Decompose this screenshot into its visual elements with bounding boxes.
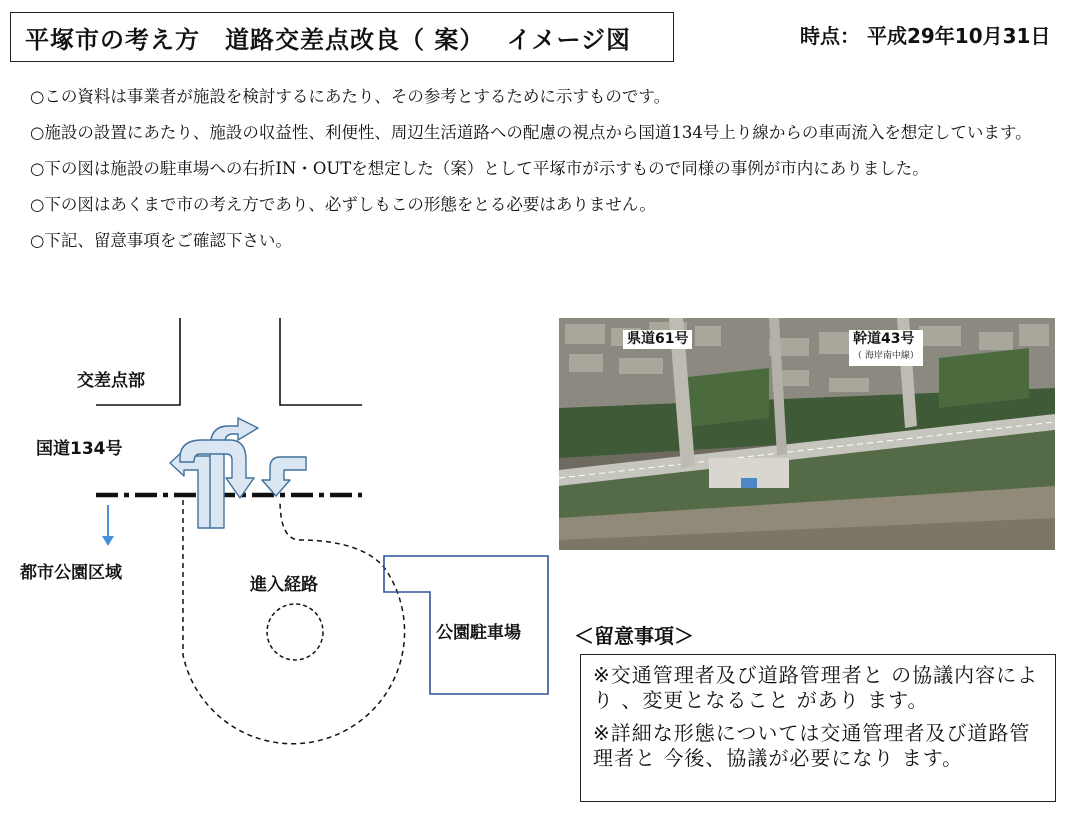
note-item: ○下の図はあくまで市の考え方であり、必ずしもこの形態をとる必要はありません。 [30, 195, 656, 214]
note-item: ○施設の設置にあたり、施設の収益性、利便性、周辺生活道路への配慮の視点から国道134号上り線からの車両流入を想定しています。 [30, 123, 1032, 142]
note-item: ○下の図は施設の駐車場への右折IN・OUTを想定した（案）として平塚市が示すもので同様の事例が市内にありました。 [30, 159, 929, 178]
side-road-left-edge [96, 318, 180, 405]
entry-route-label: 進入経路 [250, 575, 318, 595]
main-road-label [849, 330, 923, 366]
side-road-right-edge [280, 318, 362, 405]
intersection-label: 交差点部 [77, 371, 145, 391]
main-road-sublabel: （ 海岸南中線） [853, 351, 919, 361]
route-label: 国道134号 [36, 439, 123, 459]
aerial-photo-image [559, 318, 1055, 550]
note-item: ○下記、留意事項をご確認下さい。 [30, 231, 292, 250]
remarks-heading: ＜留意事項＞ [574, 624, 694, 648]
note-item: ○この資料は事業者が施設を検討するにあたり、その参考とするために示すものです。 [30, 87, 671, 106]
remark-item: ※詳細な形態については交通管理者及び道路管理者と 今後、協議が必要になり ます。 [593, 721, 1031, 770]
page-title: 平塚市の考え方 道路交差点改良（ 案） イメージ図 [25, 25, 631, 54]
pref-road-label: 県道61号 [623, 330, 692, 349]
title-box [10, 12, 674, 62]
remark-item: ※交通管理者及び道路管理者と の協議内容により 、変更となること があり ます。 [593, 663, 1039, 712]
park-zone-arrowhead-icon [102, 536, 114, 546]
main-road-label-text: 幹道43号 [853, 331, 915, 347]
traffic-arrows [170, 418, 306, 528]
entry-route-inner-circle [267, 604, 323, 660]
park-zone-label: 都市公園区域 [20, 563, 122, 583]
notes-list [30, 84, 1060, 264]
right-turn-in-small-arrow-icon [262, 457, 306, 496]
entry-route-path [183, 500, 405, 744]
parking-label: 公園駐車場 [436, 623, 521, 643]
aerial-photo [559, 318, 1055, 550]
remarks-box [580, 654, 1056, 802]
date-stamp: 時点： 平成29年10月31日 [800, 24, 1051, 48]
